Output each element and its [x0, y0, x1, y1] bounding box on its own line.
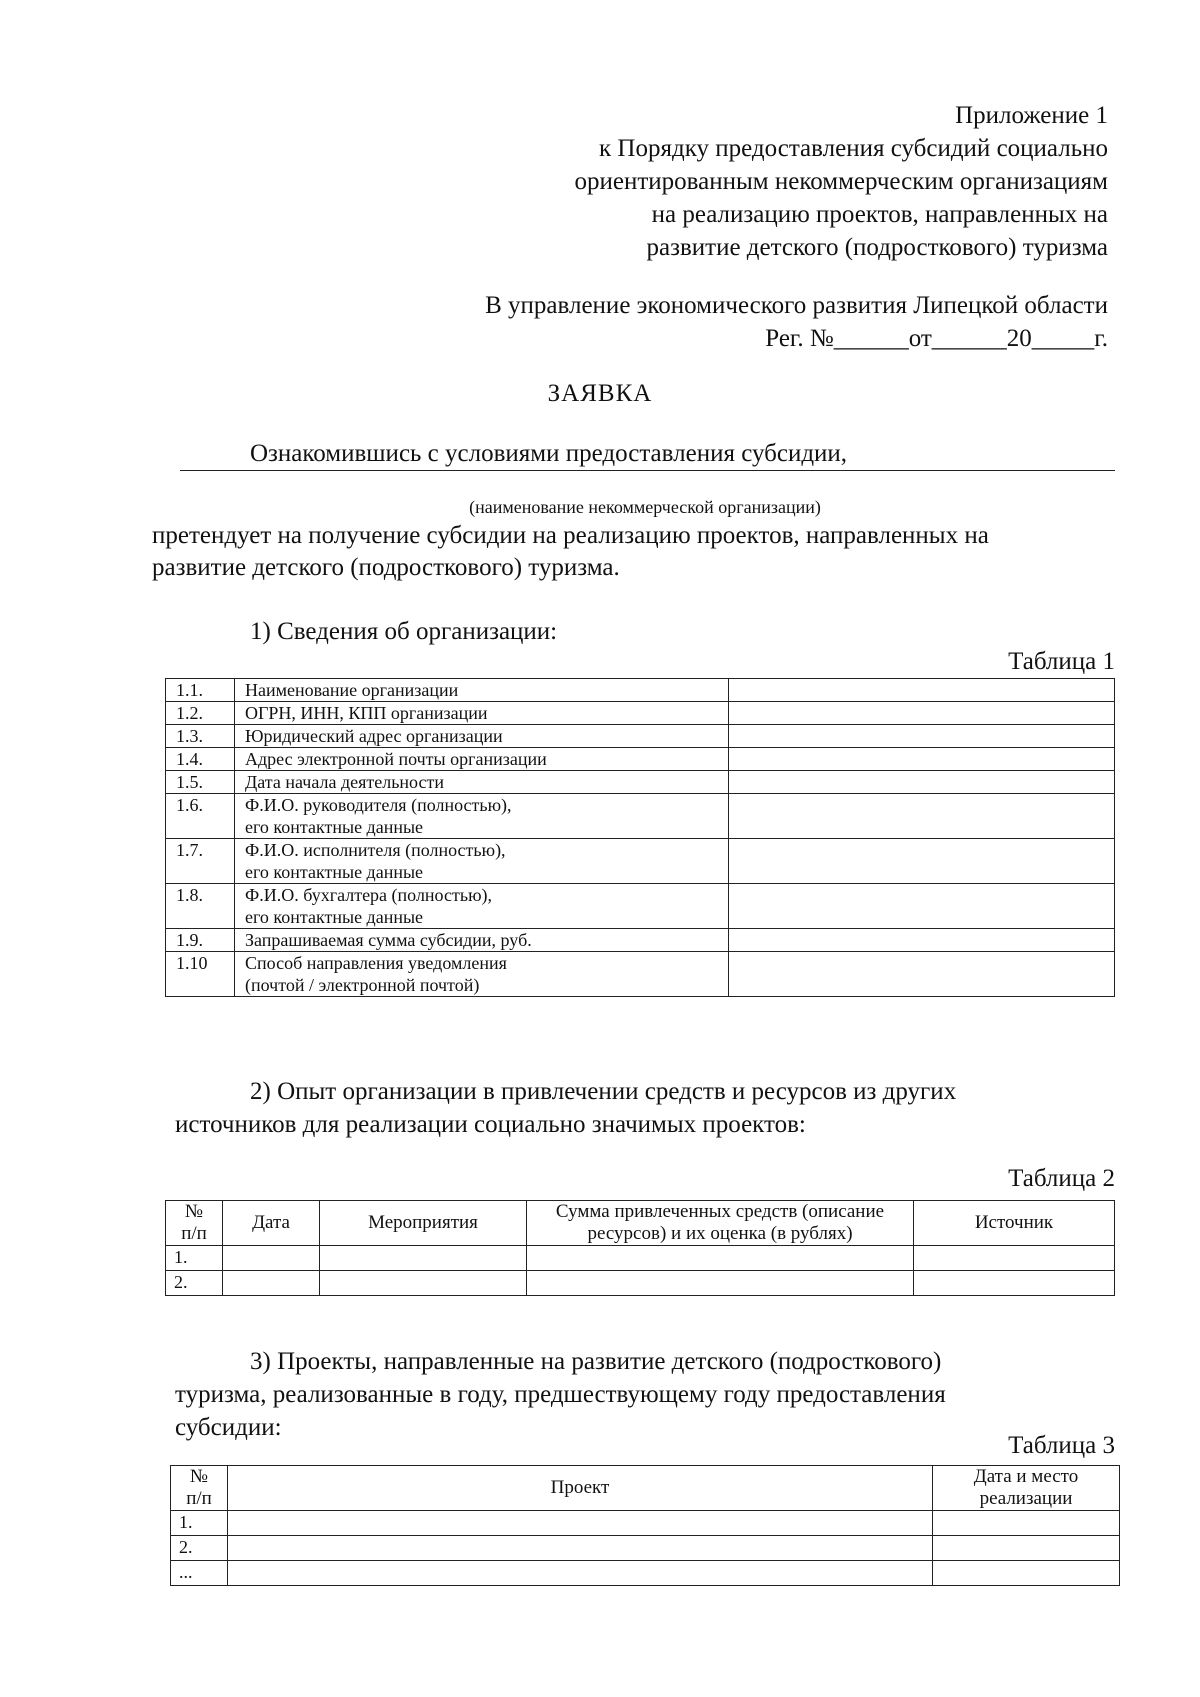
row-label-line: (почтой / электронной почтой)	[245, 975, 480, 995]
col-date: Дата	[223, 1201, 320, 1246]
table-row	[171, 1561, 1120, 1586]
section-2-text	[175, 1075, 1115, 1141]
row-number: 2.	[171, 1536, 228, 1561]
row-label-line: его контактные данные	[245, 862, 424, 882]
table-2-label: Таблица 2	[1008, 1165, 1115, 1192]
table-1-label: Таблица 1	[1008, 648, 1115, 675]
row-label-line: его контактные данные	[245, 817, 424, 837]
organization-info-table	[165, 678, 1115, 997]
row-value-cell[interactable]	[729, 702, 1115, 725]
row-label-line: Ф.И.О. руководителя (полностью),	[245, 795, 512, 815]
table-row	[166, 794, 1115, 839]
row-label-line: Наименование организации	[245, 680, 459, 700]
row-label	[235, 929, 729, 952]
row-number: ...	[171, 1561, 228, 1586]
row-label	[235, 771, 729, 794]
table-row	[166, 679, 1115, 702]
intro-text: Ознакомившись с условиями предоставления субсидии,	[250, 440, 848, 467]
row-label	[235, 725, 729, 748]
row-value-cell[interactable]	[729, 748, 1115, 771]
table-row	[166, 771, 1115, 794]
section-1-heading: 1) Сведения об организации:	[250, 618, 558, 645]
row-number: 1.6.	[166, 794, 235, 839]
empty-cell[interactable]	[320, 1271, 527, 1296]
row-number: 1.10	[166, 952, 235, 997]
appendix-line: к Порядку предоставления субсидий социально	[599, 135, 1108, 162]
row-number: 1.1.	[166, 679, 235, 702]
col-date-place	[933, 1466, 1120, 1511]
col-sum-line: ресурсов) и их оценка (в рублях)	[587, 1223, 853, 1244]
appendix-line: ориентированным некоммерческим организациям	[574, 168, 1108, 195]
row-value-cell[interactable]	[729, 952, 1115, 997]
row-value-cell[interactable]	[729, 794, 1115, 839]
row-number: 1.	[171, 1511, 228, 1536]
empty-cell[interactable]	[914, 1271, 1115, 1296]
col-number	[166, 1201, 223, 1246]
row-label	[235, 748, 729, 771]
empty-cell[interactable]	[914, 1246, 1115, 1271]
empty-cell[interactable]	[228, 1511, 933, 1536]
appendix-line: развитие детского (подросткового) туризма	[646, 234, 1108, 261]
row-number: 1.5.	[166, 771, 235, 794]
empty-cell[interactable]	[320, 1246, 527, 1271]
row-value-cell[interactable]	[729, 725, 1115, 748]
table-3-label: Таблица 3	[1008, 1432, 1115, 1459]
col-date-place-line: реализации	[979, 1488, 1073, 1509]
empty-cell[interactable]	[933, 1511, 1120, 1536]
table-row	[171, 1536, 1120, 1561]
empty-cell[interactable]	[933, 1561, 1120, 1586]
col-sum-line: Сумма привлеченных средств (описание	[555, 1201, 885, 1222]
section-3-line: 3) Проекты, направленные на развитие детского (подросткового)	[250, 1348, 942, 1375]
col-number-line: №	[184, 1201, 204, 1222]
empty-cell[interactable]	[527, 1271, 914, 1296]
col-event: Мероприятия	[320, 1201, 527, 1246]
row-label	[235, 839, 729, 884]
empty-cell[interactable]	[933, 1536, 1120, 1561]
table-row	[166, 1246, 1115, 1271]
empty-cell[interactable]	[228, 1561, 933, 1586]
funding-experience-table	[165, 1200, 1115, 1296]
appendix-number: Приложение 1	[955, 102, 1108, 129]
col-number-line: п/п	[186, 1488, 212, 1509]
section-2-line: 2) Опыт организации в привлечении средств и ресурсов из других	[250, 1078, 957, 1105]
section-3-line: туризма, реализованные в году, предшествующему году предоставления	[175, 1381, 946, 1408]
col-number-line: №	[189, 1466, 209, 1487]
row-label	[235, 702, 729, 725]
table-header-row	[166, 1201, 1115, 1246]
row-label-line: Юридический адрес организации	[245, 726, 503, 746]
row-number: 1.4.	[166, 748, 235, 771]
row-number: 1.8.	[166, 884, 235, 929]
row-value-cell[interactable]	[729, 839, 1115, 884]
row-label-line: Ф.И.О. исполнителя (полностью),	[245, 840, 506, 860]
row-number: 1.2.	[166, 702, 235, 725]
row-value-cell[interactable]	[729, 679, 1115, 702]
table-row	[166, 725, 1115, 748]
addressee: В управление экономического развития Липецкой области	[485, 292, 1108, 319]
row-label-line: Дата начала деятельности	[245, 772, 444, 792]
table-row	[166, 1271, 1115, 1296]
row-label	[235, 679, 729, 702]
row-label-line: Адрес электронной почты организации	[245, 749, 547, 769]
row-label-line: Способ направления уведомления	[245, 953, 507, 973]
row-number: 2.	[166, 1271, 223, 1296]
empty-cell[interactable]	[228, 1536, 933, 1561]
col-source: Источник	[914, 1201, 1115, 1246]
appendix-line: на реализацию проектов, направленных на	[651, 201, 1108, 228]
org-name-underline	[180, 470, 1115, 471]
col-number	[171, 1466, 228, 1511]
empty-cell[interactable]	[527, 1246, 914, 1271]
table-row	[171, 1511, 1120, 1536]
col-number-line: п/п	[181, 1223, 207, 1244]
section-2-line: источников для реализации социально значимых проектов:	[175, 1111, 806, 1138]
row-value-cell[interactable]	[729, 929, 1115, 952]
row-label	[235, 794, 729, 839]
col-project: Проект	[228, 1466, 933, 1511]
table-row	[166, 839, 1115, 884]
col-date-place-line: Дата и место	[973, 1466, 1079, 1487]
row-label	[235, 884, 729, 929]
projects-table	[170, 1465, 1120, 1586]
page-title: ЗАЯВКА	[547, 380, 653, 407]
row-number: 1.	[166, 1246, 223, 1271]
row-label-line: его контактные данные	[245, 907, 424, 927]
org-name-caption: (наименование некоммерческой организации)	[469, 497, 821, 517]
row-number: 1.3.	[166, 725, 235, 748]
row-number: 1.7.	[166, 839, 235, 884]
registration-line: Рег. №______от______20_____г.	[765, 325, 1108, 352]
row-value-cell[interactable]	[729, 884, 1115, 929]
empty-cell[interactable]	[223, 1246, 320, 1271]
col-sum	[527, 1201, 914, 1246]
claim-paragraph	[152, 520, 1115, 584]
row-label-line: ОГРН, ИНН, КПП организации	[245, 703, 488, 723]
row-number: 1.9.	[166, 929, 235, 952]
row-value-cell[interactable]	[729, 771, 1115, 794]
table-row	[166, 748, 1115, 771]
claim-line: претендует на получение субсидии на реализацию проектов, направленных на	[152, 522, 989, 549]
table-header-row	[171, 1466, 1120, 1511]
section-3-line: субсидии:	[175, 1414, 282, 1441]
claim-line: развитие детского (подросткового) туризма.	[152, 554, 620, 581]
table-row	[166, 952, 1115, 997]
table-row	[166, 929, 1115, 952]
row-label-line: Ф.И.О. бухгалтера (полностью),	[245, 885, 493, 905]
table-row	[166, 884, 1115, 929]
table-row	[166, 702, 1115, 725]
empty-cell[interactable]	[223, 1271, 320, 1296]
row-label	[235, 952, 729, 997]
section-3-text	[175, 1345, 1115, 1444]
row-label-line: Запрашиваемая сумма субсидии, руб.	[245, 930, 532, 950]
